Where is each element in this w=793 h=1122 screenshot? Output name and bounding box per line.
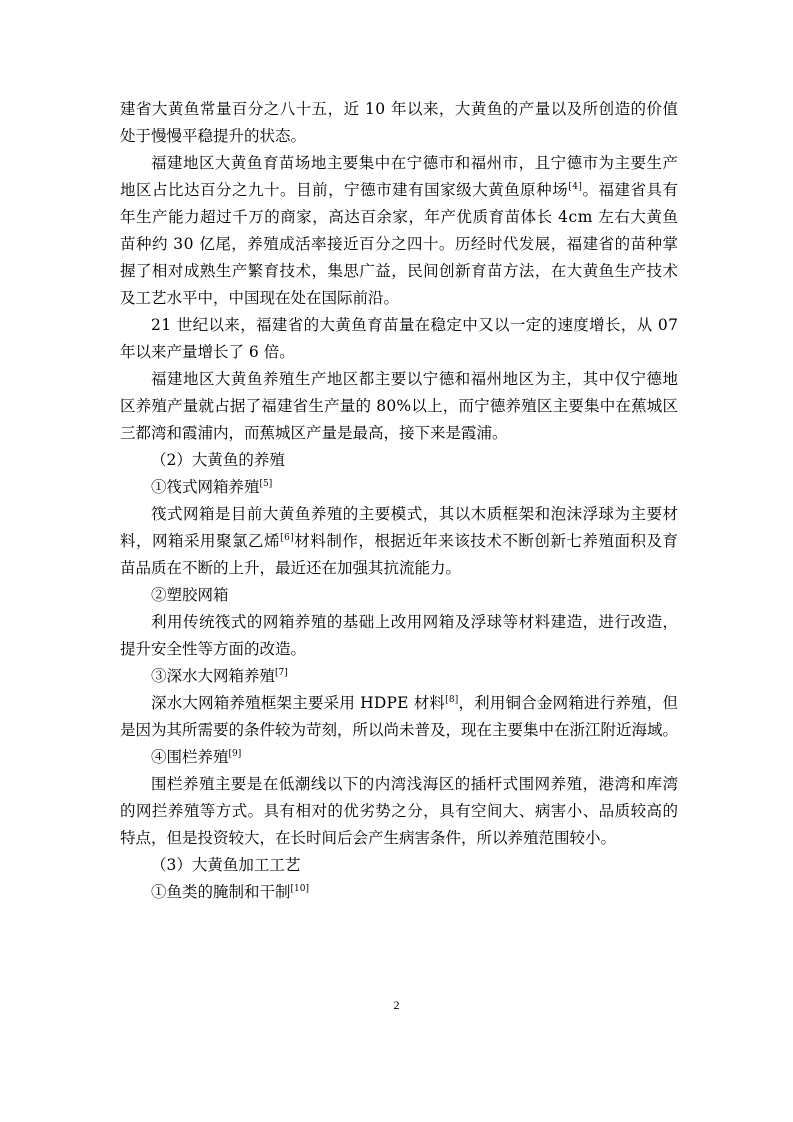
- citation-superscript: [5]: [259, 479, 273, 489]
- line-main-text: 利用传统筏式的网箱养殖的基础上改用网箱及浮球等材料建造，进行改造，: [151, 613, 679, 631]
- line-text: [120, 339, 295, 366]
- line-text: [151, 366, 678, 393]
- line-main-text: 三都湾和霞浦内，而蕉城区产量是最高，接下来是霞浦。: [120, 424, 508, 442]
- text-line: [120, 150, 678, 177]
- line-text: [151, 879, 309, 906]
- line-text: [151, 474, 272, 501]
- line-main-text: 地区占比达百分之九十。目前，宁德市建有国家级大黄鱼原种场: [120, 181, 569, 199]
- line-main-text: 处于慢慢平稳提升的状态。: [120, 127, 307, 145]
- text-line: [120, 663, 678, 690]
- citation-superscript: [7]: [275, 668, 288, 678]
- text-line: [120, 339, 678, 366]
- line-main-text: 筏式网箱是目前大黄鱼养殖的主要模式，其以木质框架和泡沫浮球为主要材: [151, 505, 679, 523]
- line-main-text: ③深水大网箱养殖: [151, 667, 276, 685]
- text-line: [120, 231, 678, 258]
- line-text: [120, 420, 508, 447]
- line-text: [120, 231, 678, 258]
- line-text: [151, 663, 288, 690]
- citation-superscript: [9]: [228, 749, 242, 759]
- line-main-text: 是因为其所需要的条件较为苛刻，所以尚未普及，现在主要集中在浙江附近海域。: [120, 721, 678, 739]
- line-text: [120, 258, 678, 285]
- line-main-text: 福建地区大黄鱼育苗场地主要集中在宁德市和福州市，且宁德市为主要生产: [151, 154, 679, 172]
- text-line: [120, 825, 678, 852]
- line-main-text: 21 世纪以来，福建省的大黄鱼育苗量在稳定中又以一定的速度增长，从 07: [151, 316, 679, 334]
- page-number: 2: [393, 998, 400, 1012]
- line-main-text: 福建地区大黄鱼养殖生产地区都主要以宁德和福州地区为主，其中仅宁德地: [151, 370, 679, 388]
- text-line: [120, 744, 678, 771]
- citation-superscript: [10]: [290, 884, 309, 894]
- line-text: [120, 96, 678, 123]
- text-line: [120, 204, 678, 231]
- line-main-text: ①鱼类的腌制和干制: [151, 883, 291, 901]
- line-main-text: 特点，但是投资较大，在长时间后会产生病害条件，所以养殖范围较小。: [120, 829, 617, 847]
- text-line: [120, 366, 678, 393]
- line-main-text: ④围栏养殖: [151, 748, 229, 766]
- line-main-text: （3）大黄鱼加工工艺: [151, 856, 301, 874]
- line-text: [120, 285, 399, 312]
- line-main-text: 围栏养殖主要是在低潮线以下的内湾浅海区的插杆式围网养殖，港湾和库湾: [151, 775, 679, 793]
- line-main-text: 区养殖产量就占据了福建省生产量的 80%以上，而宁德养殖区主要集中在蕉城区: [120, 397, 679, 415]
- text-line: [120, 285, 678, 312]
- text-line: [120, 771, 678, 798]
- text-line: [120, 177, 678, 204]
- text-line: [120, 609, 678, 636]
- text-line: [120, 501, 678, 528]
- text-line: [120, 555, 678, 582]
- line-text: [120, 123, 306, 150]
- line-text: [120, 177, 679, 204]
- text-line: [120, 258, 678, 285]
- text-line: [120, 717, 678, 744]
- line-text: [151, 501, 678, 528]
- line-text: [120, 204, 679, 231]
- line-after-text: 材料制作，根据近年来该技术不断创新七养殖面积及育: [294, 532, 679, 550]
- line-text: [151, 744, 241, 771]
- body-text: [120, 96, 678, 906]
- line-main-text: ②塑胶网箱: [151, 586, 229, 604]
- line-after-text: 。福建省具有: [582, 181, 679, 199]
- citation-superscript: [8]: [445, 695, 459, 705]
- line-main-text: 苗品质在不断的上升，最近还在加强其抗流能力。: [120, 559, 462, 577]
- text-line: [120, 879, 678, 906]
- text-line: [120, 636, 678, 663]
- text-line: [120, 123, 678, 150]
- line-text: [151, 771, 678, 798]
- line-main-text: 的网拦养殖等方式。具有相对的优劣势之分，具有空间大、病害小、品质较高的: [120, 802, 679, 820]
- line-text: [120, 528, 679, 555]
- line-main-text: 深水大网箱养殖框架主要采用 HDPE 材料: [151, 694, 446, 712]
- line-main-text: （2）大黄鱼的养殖: [151, 451, 285, 469]
- text-line: [120, 312, 678, 339]
- citation-superscript: [4]: [568, 182, 583, 192]
- text-line: [120, 528, 678, 555]
- line-text: [151, 312, 678, 339]
- line-text: [120, 393, 678, 420]
- line-text: [120, 798, 678, 825]
- line-text: [151, 852, 300, 879]
- line-main-text: 年以来产量增长了 6 倍。: [120, 343, 295, 361]
- line-main-text: 年生产能力超过千万的商家，高达百余家，年产优质育苗体长 4cm 左右大黄鱼: [120, 208, 679, 226]
- line-main-text: 及工艺水平中，中国现在处在国际前沿。: [120, 289, 400, 307]
- text-line: [120, 852, 678, 879]
- line-after-text: ，利用铜合金网箱进行养殖，但: [458, 694, 679, 712]
- line-text: [151, 582, 229, 609]
- line-text: [120, 717, 678, 744]
- line-text: [151, 447, 285, 474]
- line-main-text: 料，网箱采用聚氯乙烯: [120, 532, 281, 550]
- line-main-text: 握了相对成熟生产繁育技术，集思广益，民间创新育苗方法，在大黄鱼生产技术: [120, 262, 679, 280]
- line-main-text: 提升安全性等方面的改造。: [120, 640, 307, 658]
- line-text: [120, 555, 461, 582]
- line-text: [151, 150, 678, 177]
- line-text: [120, 825, 616, 852]
- line-text: [151, 609, 678, 636]
- line-text: [151, 690, 678, 717]
- text-line: [120, 474, 678, 501]
- text-line: [120, 798, 678, 825]
- line-main-text: 苗种约 30 亿尾，养殖成活率接近百分之四十。历经时代发展，福建省的苗种掌: [120, 235, 679, 253]
- text-line: [120, 447, 678, 474]
- text-line: [120, 690, 678, 717]
- text-line: [120, 96, 678, 123]
- citation-superscript: [6]: [280, 533, 295, 543]
- line-main-text: ①筏式网箱养殖: [151, 478, 260, 496]
- text-line: [120, 582, 678, 609]
- text-line: [120, 393, 678, 420]
- line-text: [120, 636, 306, 663]
- line-main-text: 建省大黄鱼常量百分之八十五，近 10 年以来，大黄鱼的产量以及所创造的价值: [120, 100, 679, 118]
- text-line: [120, 420, 678, 447]
